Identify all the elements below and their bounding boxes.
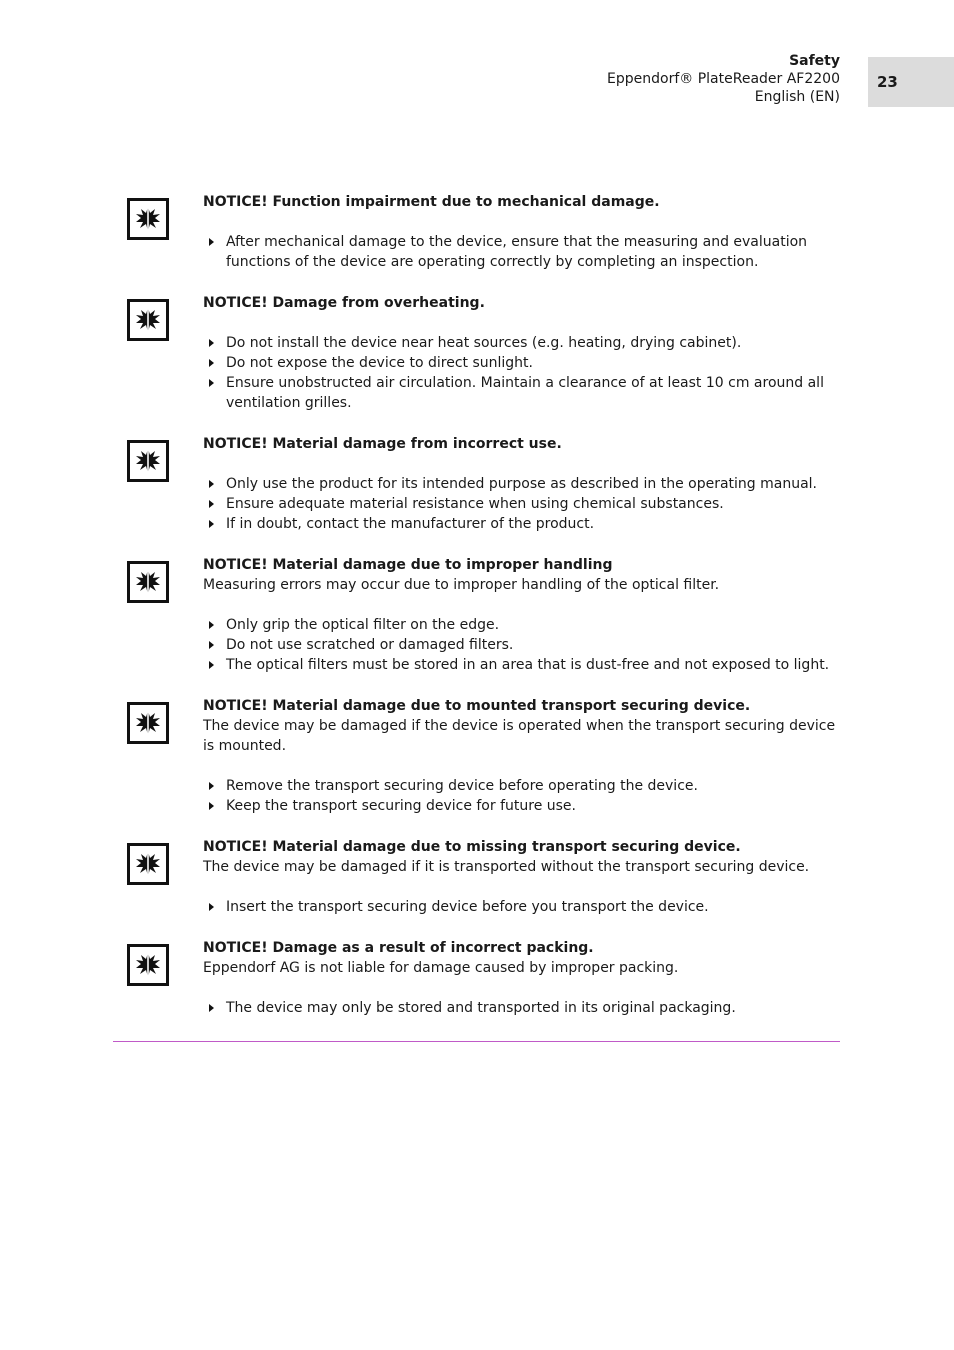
notice-title: NOTICE! Damage as a result of incorrect packing.	[203, 940, 594, 956]
notice-title: NOTICE! Function impairment due to mechanical damage.	[203, 194, 660, 210]
list-item-text: Ensure unobstructed air circulation. Maintain a clearance of at least 10 cm around all ventilation grilles.	[226, 375, 824, 411]
damage-warning-icon	[127, 299, 169, 341]
notice-title: NOTICE! Material damage due to improper handling	[203, 557, 613, 573]
damage-warning-icon	[127, 944, 169, 986]
notice-block	[0, 696, 954, 816]
notice-description: Measuring errors may occur due to improper handling of the optical filter.	[203, 577, 720, 593]
bullet-arrow-icon	[209, 500, 214, 508]
bullet-arrow-icon	[209, 480, 214, 488]
notice-block	[0, 293, 954, 413]
list-item-text: Ensure adequate material resistance when using chemical substances.	[226, 496, 724, 512]
list-item-text: Only grip the optical filter on the edge.	[226, 617, 500, 633]
notice-block	[0, 837, 954, 917]
section-divider	[113, 1041, 840, 1042]
page-number-box	[868, 57, 954, 107]
notice-block	[0, 555, 954, 675]
list-item-text: Remove the transport securing device before operating the device.	[226, 778, 698, 794]
bullet-arrow-icon	[209, 661, 214, 669]
list-item-text: The optical filters must be stored in an area that is dust-free and not exposed to light.	[226, 657, 830, 673]
notice-action-list	[203, 333, 954, 413]
bullet-arrow-icon	[209, 903, 214, 911]
list-item	[203, 655, 840, 675]
list-item-text: Do not install the device near heat sources (e.g. heating, drying cabinet).	[226, 335, 742, 351]
damage-warning-icon	[127, 843, 169, 885]
notice-description: The device may be damaged if it is transported without the transport securing device.	[203, 859, 810, 875]
notice-action-list	[203, 897, 954, 917]
notice-list	[0, 192, 954, 1039]
notice-action-list	[203, 776, 954, 816]
bullet-arrow-icon	[209, 641, 214, 649]
notice-description: Eppendorf AG is not liable for damage caused by improper packing.	[203, 960, 679, 976]
list-item-text: Do not expose the device to direct sunlight.	[226, 355, 533, 371]
notice-block	[0, 938, 954, 1018]
notice-title: NOTICE! Material damage from incorrect use.	[203, 436, 562, 452]
bullet-arrow-icon	[209, 359, 214, 367]
notice-action-list	[203, 615, 954, 675]
notice-title: NOTICE! Damage from overheating.	[203, 295, 485, 311]
notice-action-list	[203, 232, 954, 272]
bullet-arrow-icon	[209, 520, 214, 528]
notice-action-list	[203, 474, 954, 534]
list-item	[203, 615, 840, 635]
list-item	[203, 998, 840, 1018]
list-item-text: The device may only be stored and transported in its original packaging.	[226, 1000, 736, 1016]
list-item	[203, 474, 840, 494]
damage-warning-icon	[127, 198, 169, 240]
bullet-arrow-icon	[209, 782, 214, 790]
notice-title: NOTICE! Material damage due to missing transport securing device.	[203, 839, 741, 855]
section-title: Safety	[789, 53, 840, 69]
notice-block	[0, 192, 954, 272]
notice-action-list	[203, 998, 954, 1018]
list-item	[203, 897, 840, 917]
notice-title: NOTICE! Material damage due to mounted transport securing device.	[203, 698, 751, 714]
damage-warning-icon	[127, 561, 169, 603]
bullet-arrow-icon	[209, 621, 214, 629]
list-item	[203, 776, 840, 796]
bullet-arrow-icon	[209, 238, 214, 246]
page-header	[607, 52, 840, 106]
list-item	[203, 333, 840, 353]
list-item-text: If in doubt, contact the manufacturer of the product.	[226, 516, 595, 532]
bullet-arrow-icon	[209, 339, 214, 347]
list-item-text: Insert the transport securing device before you transport the device.	[226, 899, 709, 915]
product-name: Eppendorf® PlateReader AF2200	[607, 71, 840, 87]
list-item	[203, 373, 840, 413]
document-language: English (EN)	[754, 89, 840, 105]
notice-description: The device may be damaged if the device is operated when the transport securing device is mounted.	[203, 718, 836, 754]
list-item	[203, 353, 840, 373]
damage-warning-icon	[127, 702, 169, 744]
list-item	[203, 232, 840, 272]
list-item-text: Only use the product for its intended purpose as described in the operating manual.	[226, 476, 818, 492]
list-item-text: After mechanical damage to the device, ensure that the measuring and evaluation functions of the device are operating correctly by completing an inspection.	[226, 234, 808, 270]
bullet-arrow-icon	[209, 802, 214, 810]
list-item	[203, 494, 840, 514]
list-item	[203, 635, 840, 655]
bullet-arrow-icon	[209, 379, 214, 387]
list-item-text: Do not use scratched or damaged filters.	[226, 637, 514, 653]
list-item	[203, 796, 840, 816]
bullet-arrow-icon	[209, 1004, 214, 1012]
page-number: 23	[877, 73, 898, 91]
list-item	[203, 514, 840, 534]
list-item-text: Keep the transport securing device for future use.	[226, 798, 576, 814]
damage-warning-icon	[127, 440, 169, 482]
notice-block	[0, 434, 954, 534]
